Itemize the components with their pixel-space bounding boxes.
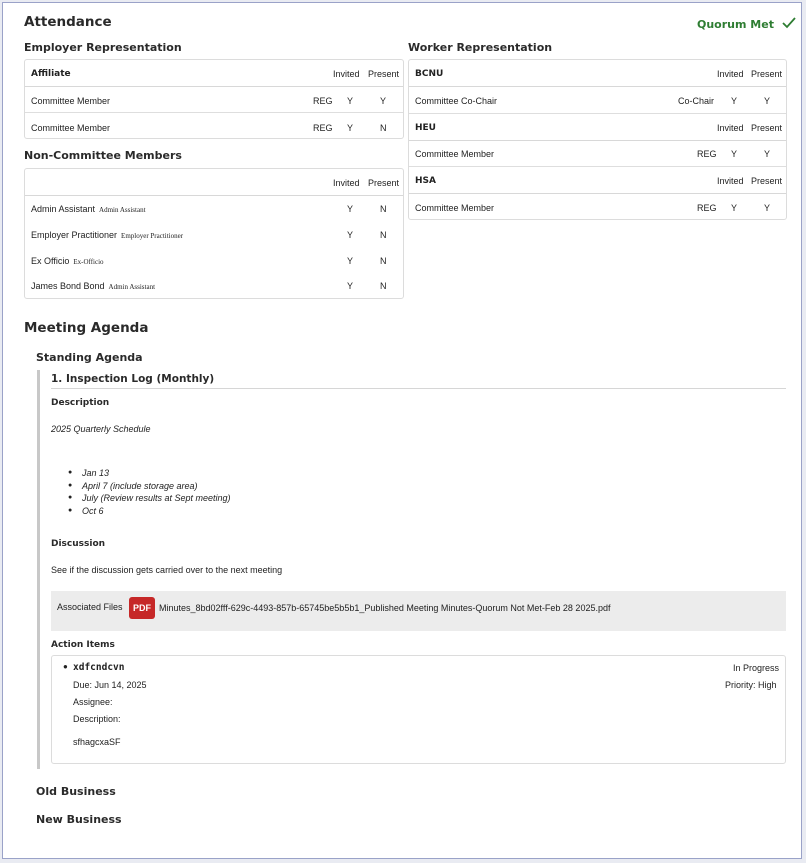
present-header: Present bbox=[751, 69, 783, 79]
pdf-icon[interactable]: PDF bbox=[129, 597, 155, 619]
present-cell: Y bbox=[764, 96, 771, 106]
agenda-item-bar bbox=[37, 370, 40, 769]
invited-cell: Y bbox=[347, 281, 354, 291]
quorum-status bbox=[697, 15, 796, 33]
schedule-list bbox=[68, 467, 231, 517]
member-name: James Bond Bond bbox=[31, 281, 105, 291]
member-name: Employer Practitioner bbox=[31, 230, 118, 240]
agenda-item-divider bbox=[51, 388, 786, 389]
group-header-heu bbox=[409, 114, 786, 141]
group-label: Affiliate bbox=[31, 69, 71, 79]
type-cell: Co-Chair bbox=[678, 96, 715, 106]
invited-header: Invited bbox=[333, 178, 360, 188]
present-cell: Y bbox=[764, 203, 771, 213]
new-business-title: New Business bbox=[36, 813, 122, 826]
type-cell: REG bbox=[313, 123, 333, 133]
group-label: HSA bbox=[415, 176, 436, 186]
invited-header: Invited bbox=[717, 69, 744, 79]
present-cell: N bbox=[380, 256, 387, 266]
name-cell bbox=[31, 230, 183, 240]
action-items-label: Action Items bbox=[51, 640, 115, 650]
type-cell: REG bbox=[697, 203, 717, 213]
invited-header: Invited bbox=[333, 69, 360, 79]
role-cell: Committee Member bbox=[31, 123, 111, 133]
employer-representation-title: Employer Representation bbox=[24, 41, 182, 54]
member-role: Ex-Officio bbox=[73, 258, 104, 266]
action-item-due: Due: Jun 14, 2025 bbox=[73, 680, 147, 690]
type-cell: REG bbox=[313, 96, 333, 106]
present-header: Present bbox=[368, 178, 400, 188]
role-cell: Committee Member bbox=[415, 203, 495, 213]
invited-cell: Y bbox=[731, 203, 738, 213]
worker-representation-title: Worker Representation bbox=[408, 41, 553, 54]
name-cell bbox=[31, 281, 155, 291]
invited-header: Invited bbox=[717, 123, 744, 133]
present-cell: N bbox=[380, 123, 387, 133]
discussion-text: See if the discussion gets carried over to the next meeting bbox=[51, 565, 283, 575]
present-header: Present bbox=[751, 123, 783, 133]
meeting-agenda-title: Meeting Agenda bbox=[24, 320, 149, 336]
standing-agenda-title: Standing Agenda bbox=[36, 351, 143, 364]
group-header-hsa bbox=[409, 167, 786, 194]
role-cell: Committee Member bbox=[415, 149, 495, 159]
action-item-card bbox=[51, 655, 786, 764]
name-cell bbox=[31, 204, 146, 214]
employer-table bbox=[24, 59, 404, 139]
member-name: Ex Officio bbox=[31, 256, 70, 266]
associated-files-label: Associated Files bbox=[57, 602, 123, 612]
discussion-label: Discussion bbox=[51, 539, 106, 549]
schedule-title: 2025 Quarterly Schedule bbox=[51, 424, 151, 434]
invited-cell: Y bbox=[347, 96, 354, 106]
name-cell bbox=[31, 256, 104, 266]
non-committee-title: Non-Committee Members bbox=[24, 149, 182, 162]
group-label: BCNU bbox=[415, 69, 444, 79]
description-label: Description bbox=[51, 398, 110, 408]
member-name: Admin Assistant bbox=[31, 204, 96, 214]
worker-table bbox=[408, 59, 787, 220]
list-item: ● April 7 (include storage area) bbox=[68, 480, 231, 493]
invited-header: Invited bbox=[717, 176, 744, 186]
non-committee-table bbox=[24, 168, 404, 299]
present-header: Present bbox=[751, 176, 783, 186]
action-item-description-label: Description: bbox=[73, 714, 121, 724]
agenda-item-title: 1. Inspection Log (Monthly) bbox=[51, 373, 215, 385]
group-header-bcnu bbox=[409, 60, 786, 87]
invited-cell: Y bbox=[731, 149, 738, 159]
present-header: Present bbox=[368, 69, 400, 79]
present-cell: Y bbox=[764, 149, 771, 159]
list-item: ● July (Review results at Sept meeting) bbox=[68, 492, 231, 505]
list-item: ● Oct 6 bbox=[68, 505, 231, 518]
bullet-icon: ● bbox=[63, 662, 68, 671]
action-item-description-text: sfhagcxaSF bbox=[73, 737, 121, 747]
invited-cell: Y bbox=[347, 256, 354, 266]
action-item-name: xdfcndcvn bbox=[73, 662, 125, 673]
role-cell: Committee Member bbox=[31, 96, 111, 106]
attendance-title: Attendance bbox=[24, 14, 112, 30]
table-header bbox=[25, 60, 403, 87]
invited-cell: Y bbox=[347, 123, 354, 133]
invited-cell: Y bbox=[731, 96, 738, 106]
action-item-status: In Progress bbox=[733, 663, 780, 673]
invited-cell: Y bbox=[347, 204, 354, 214]
table-header bbox=[25, 169, 403, 196]
old-business-title: Old Business bbox=[36, 785, 116, 798]
present-cell: N bbox=[380, 230, 387, 240]
member-role: Admin Assistant bbox=[108, 283, 156, 291]
checkmark-icon bbox=[782, 17, 796, 29]
present-cell: N bbox=[380, 281, 387, 291]
role-cell: Committee Co-Chair bbox=[415, 96, 498, 106]
type-cell: REG bbox=[697, 149, 717, 159]
file-link[interactable]: Minutes_8bd02fff-629c-4493-857b-65745be5b5b1_Published Meeting Minutes-Quorum Not Met-Feb 28 2025.pdf bbox=[159, 603, 611, 613]
action-item-priority: Priority: High bbox=[725, 680, 777, 690]
invited-cell: Y bbox=[347, 230, 354, 240]
member-role: Admin Assistant bbox=[99, 206, 146, 214]
member-role: Employer Practitioner bbox=[121, 232, 184, 240]
list-item: ● Jan 13 bbox=[68, 467, 231, 480]
group-label: HEU bbox=[415, 123, 436, 133]
quorum-label: Quorum Met bbox=[697, 18, 774, 31]
action-item-assignee: Assignee: bbox=[73, 697, 113, 707]
present-cell: Y bbox=[380, 96, 387, 106]
present-cell: N bbox=[380, 204, 387, 214]
row-divider bbox=[25, 112, 403, 113]
